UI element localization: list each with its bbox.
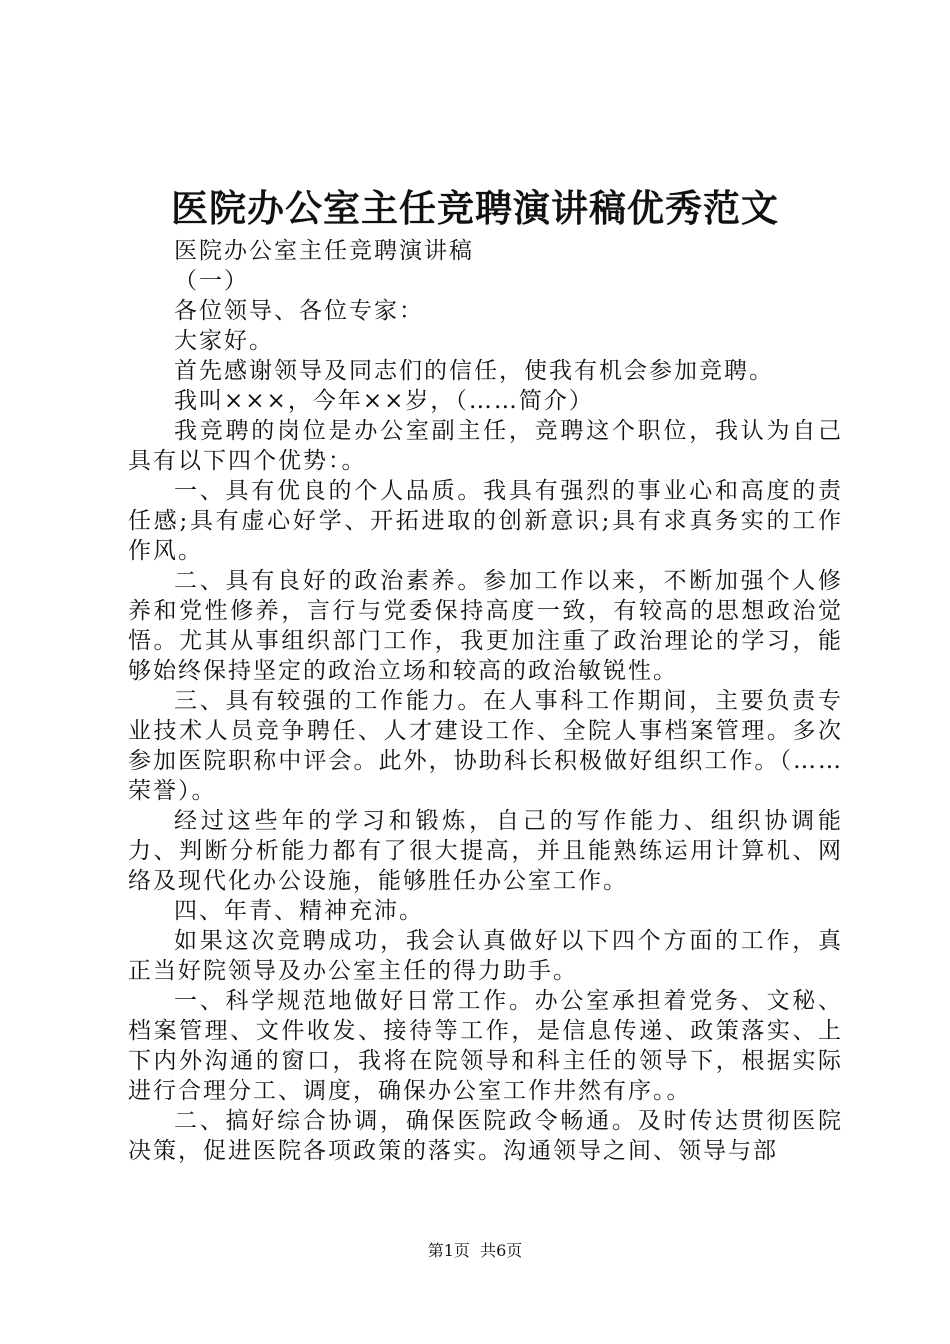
page-footer: 第1页 共6页	[427, 1241, 523, 1260]
paragraph-position: 我竞聘的岗位是办公室副主任，竞聘这个职位，我认为自己具有以下四个优势：。	[128, 418, 843, 474]
paragraph-advantage-3: 三、具有较强的工作能力。在人事科工作期间，主要负责专业技术人员竞争聘任、人才建设工作、全院人事档案管理。多次参加医院职称中评会。此外，协助科长积极做好组织工作。（……荣誉）。	[128, 688, 843, 804]
paragraph-experience: 经过这些年的学习和锻炼，自己的写作能力、组织协调能力、判断分析能力都有了很大提高，并且能熟练运用计算机、网络及现代化办公设施，能够胜任办公室工作。	[128, 808, 843, 894]
paragraph-advantage-4: 四、年青、精神充沛。	[174, 898, 424, 924]
paragraph-advantage-1: 一、具有优良的个人品质。我具有强烈的事业心和高度的责任感;具有虚心好学、开拓进取的创新意识;具有求真务实的工作作风。	[128, 478, 843, 564]
document-body	[128, 236, 843, 1166]
paragraph-greeting: 大家好。	[174, 328, 274, 354]
paragraph-salutation: 各位领导、各位专家：	[174, 298, 424, 324]
paragraph-plan-1: 一、科学规范地做好日常工作。办公室承担着党务、文秘、档案管理、文件收发、接待等工作，是信息传递、政策落实、上下内外沟通的窗口，我将在院领导和科主任的领导下，根据实际进行合理分工、调度，确保办公室工作井然有序。。	[128, 988, 843, 1104]
paragraph-advantage-2: 二、具有良好的政治素养。参加工作以来，不断加强个人修养和党性修养，言行与党委保持高度一致，有较高的思想政治觉悟。尤其从事组织部门工作，我更加注重了政治理论的学习，能够始终保持坚定的政治立场和较高的政治敏锐性。	[128, 568, 843, 684]
paragraph-plan-2: 二、搞好综合协调，确保医院政令畅通。及时传达贯彻医院决策，促进医院各项政策的落实。沟通领导之间、领导与部	[128, 1108, 843, 1164]
document-title: 医院办公室主任竞聘演讲稿优秀范文	[171, 186, 779, 230]
paragraph-thanks: 首先感谢领导及同志们的信任，使我有机会参加竞聘。	[174, 358, 774, 384]
paragraph-plan-intro: 如果这次竞聘成功，我会认真做好以下四个方面的工作，真正当好院领导及办公室主任的得力助手。	[128, 928, 843, 984]
paragraph-section-number: （一）	[174, 268, 249, 294]
paragraph-introduction: 我叫×××，今年××岁，（……简介）	[174, 388, 594, 414]
paragraph-subtitle: 医院办公室主任竞聘演讲稿	[174, 238, 474, 264]
